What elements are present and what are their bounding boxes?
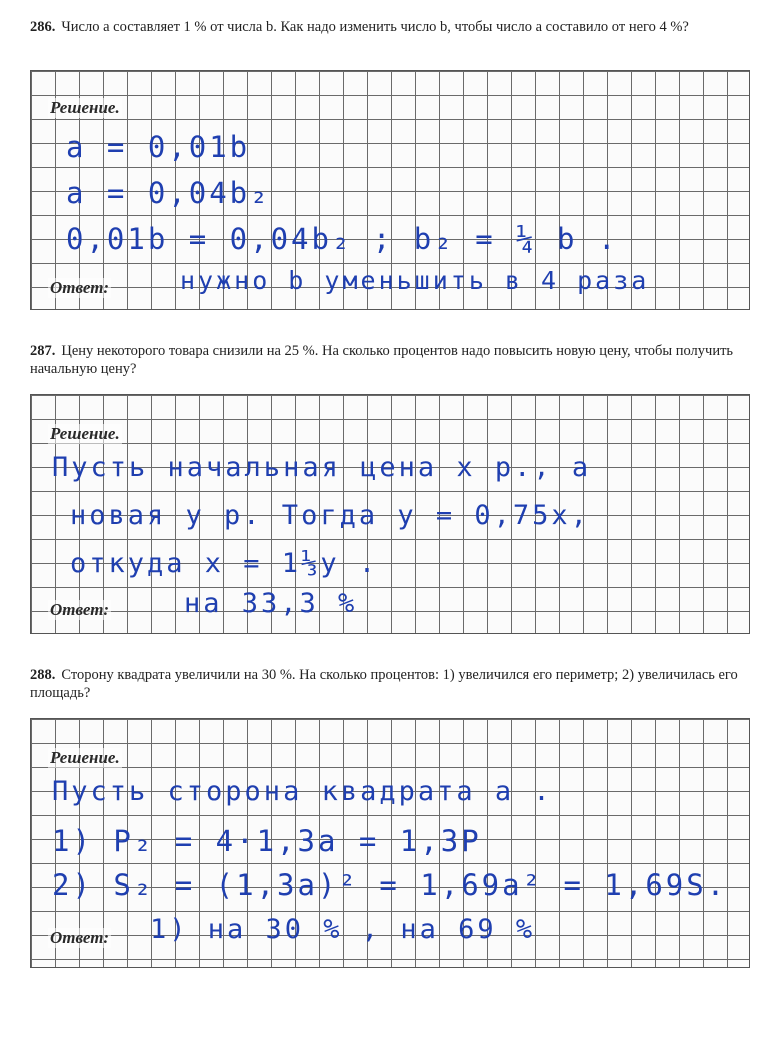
- problem-287-text: Цену некоторого товара снизили на 25 %. На сколько процентов надо повысить новую цену, чтобы получить начальную цену?: [30, 343, 734, 377]
- problem-288-line-1: Пусть сторона квадрата a .: [52, 776, 553, 807]
- problem-286-text: Число a составляет 1 % от числа b. Как надо изменить число b, чтобы число a составило от него 4 %?: [61, 19, 689, 35]
- problem-286-line-2: a = 0,04b₂: [66, 176, 271, 210]
- problem-286-line-3: 0,01b = 0,04b₂ ; b₂ = ¼ b .: [66, 222, 619, 256]
- problem-288-number: 288.: [30, 667, 56, 683]
- problem-287-answer-label: Ответ:: [50, 600, 110, 619]
- problem-288-line-2: 1) P₂ = 4·1,3a = 1,3P: [52, 824, 482, 858]
- problem-287-solution-label: Решение.: [50, 424, 120, 443]
- problem-286-answer: нужно b уменьшить в 4 раза: [180, 266, 650, 295]
- problem-287-number: 287.: [30, 343, 56, 359]
- problem-286-line-1: a = 0,01b: [66, 130, 251, 164]
- problem-286-answer-label: Ответ:: [50, 278, 110, 297]
- problem-286-solution-label: Решение.: [50, 98, 120, 117]
- problem-288-answer: 1) на 30 % , на 69 %: [150, 914, 536, 945]
- problem-287-line-1: Пусть начальная цена x р., а: [52, 452, 592, 483]
- problem-288-answer-label: Ответ:: [50, 928, 110, 947]
- problem-287-answer: на 33,3 %: [184, 588, 358, 619]
- problem-288-line-3: 2) S₂ = (1,3a)² = 1,69a² = 1,69S.: [52, 868, 728, 902]
- problem-287-line-2: новая y р. Тогда y = 0,75x,: [70, 500, 590, 531]
- problem-286-number: 286.: [30, 19, 56, 35]
- problem-287-statement: [30, 342, 750, 378]
- problem-288-statement: [30, 666, 750, 702]
- problem-287-line-3: откуда x = 1⅓y .: [70, 548, 379, 579]
- problem-288-text: Сторону квадрата увеличили на 30 %. На сколько процентов: 1) увеличился его периметр; 2) увеличилась его площадь?: [30, 667, 738, 701]
- problem-288-solution-label: Решение.: [50, 748, 120, 767]
- problem-286-statement: [30, 18, 750, 36]
